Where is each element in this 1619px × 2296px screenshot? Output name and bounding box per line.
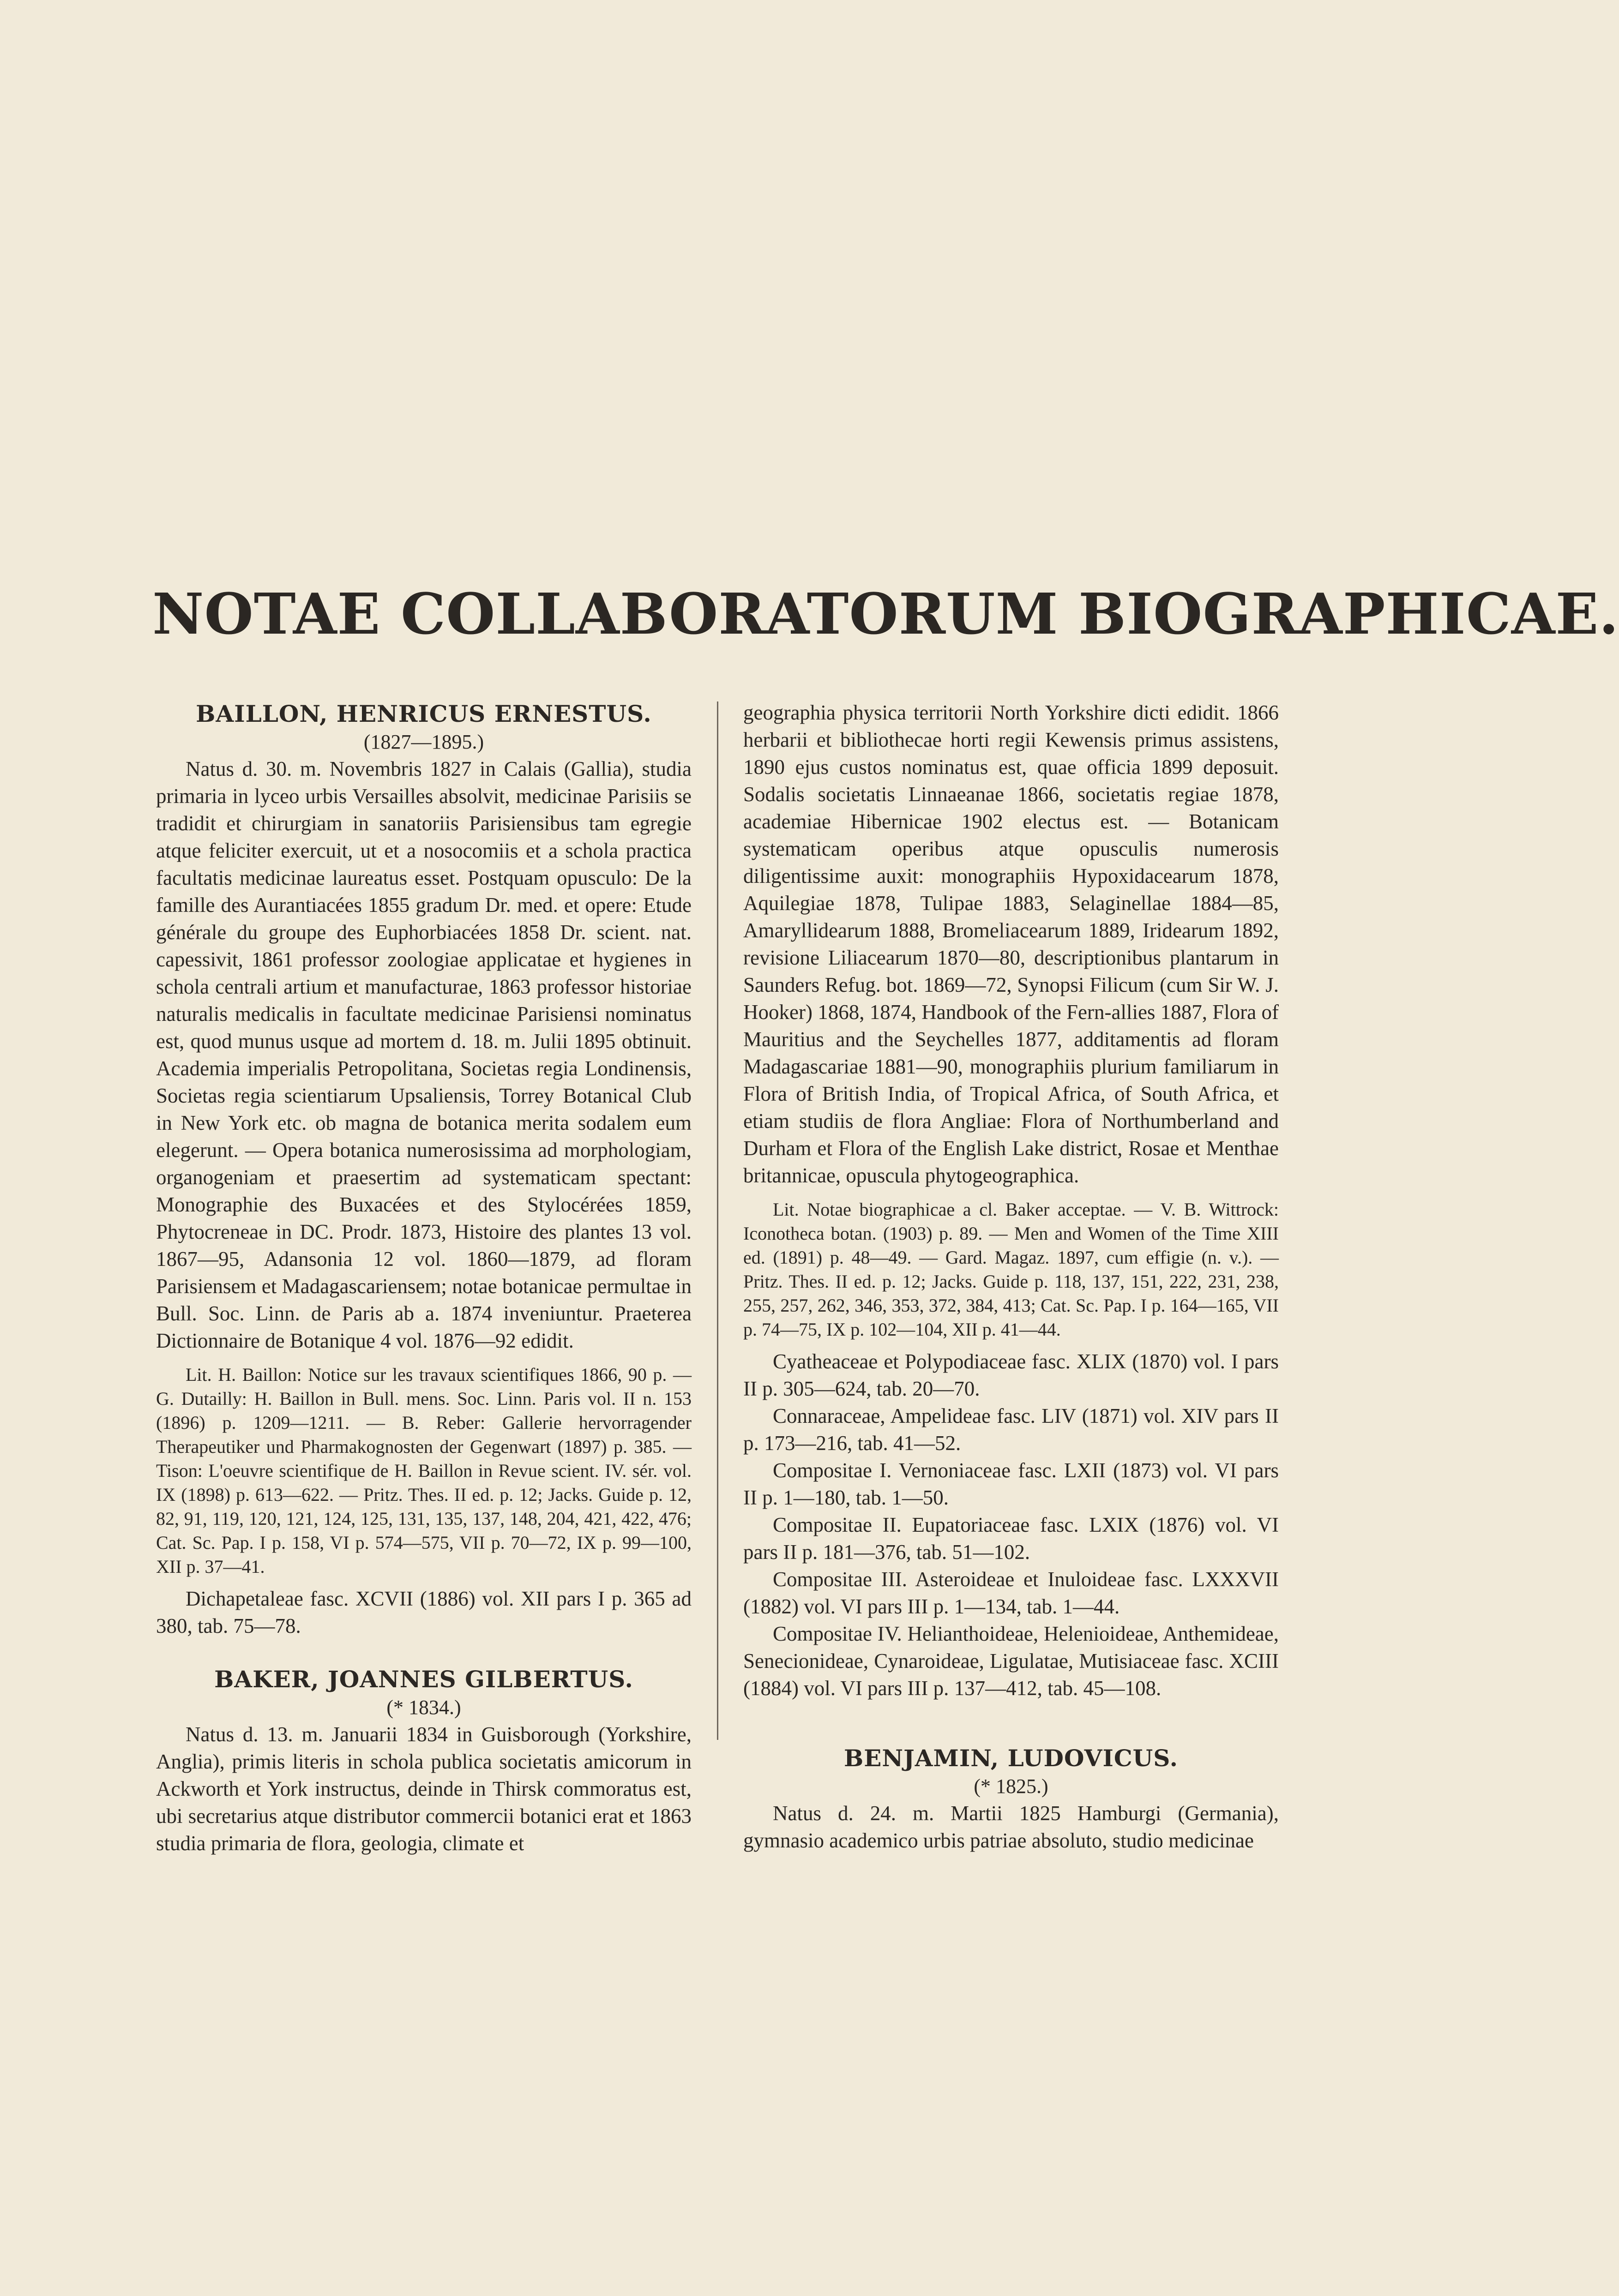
biography-benjamin xyxy=(743,1744,1279,1854)
literature-references: Lit. H. Baillon: Notice sur les travaux scientifiques 1866, 90 p. — G. Dutailly: H. Baillon in Bull. mens. Soc. Linn. Paris vol. II n. 153 (1896) p. 1209—1211. — B. Reber: Gallerie hervorragender Therapeutiker und Pharmakognosten der Gegenwart (1897) p. 385. — Tison: L'oeuvre scientifique de H. Baillon in Revue scient. IV. sér. vol. IX (1898) p. 613—622. — Pritz. Thes. II ed. p. 12; Jacks. Guide p. 12, 82, 91, 119, 120, 121, 124, 125, 131, 135, 137, 148, 204, 421, 422, 476; Cat. Sc. Pap. I p. 158, VI p. 574—575, VII p. 70—72, IX p. 99—100, XII p. 37—41. xyxy=(156,1364,692,1577)
contributions-list xyxy=(156,1585,692,1640)
literature-references: Lit. Notae biographicae a cl. Baker acceptae. — V. B. Wittrock: Iconotheca botan. (1903) p. 89. — Men and Women of the Time XIII ed. (1891) p. 48—49. — Gard. Magaz. 1897, cum effigie (n. v.). — Pritz. Thes. II ed. p. 12; Jacks. Guide p. 118, 137, 151, 222, 231, 238, 255, 257, 262, 346, 353, 372, 384, 413; Cat. Sc. Pap. I p. 164—165, VII p. 74—75, IX p. 102—104, XII p. 41—44. xyxy=(743,1199,1279,1340)
page-title: NOTAE COLLABORATORUM BIOGRAPHICAE. xyxy=(152,581,1619,647)
biography-years: (* 1825.) xyxy=(974,1775,1048,1798)
contribution-entry: Connaraceae, Ampelideae fasc. LIV (1871) vol. XIV pars II p. 173—216, tab. 41—52. xyxy=(743,1404,1279,1455)
biography-baker xyxy=(156,1665,692,1857)
biography-name: BENJAMIN, LUDOVICUS. xyxy=(844,1744,1178,1772)
contribution-entry: Dichapetaleae fasc. XCVII (1886) vol. XII pars I p. 365 ad 380, tab. 75—78. xyxy=(156,1587,692,1637)
biography-name: BAKER, JOANNES GILBERTUS. xyxy=(214,1666,633,1693)
right-column xyxy=(743,699,1279,1854)
biography-baillon xyxy=(156,699,692,1640)
biography-years: (1827—1895.) xyxy=(363,731,484,753)
biography-text: Natus d. 24. m. Martii 1825 Hamburgi (Germania), gymnasio academico urbis patriae absoluto, studio medicinae xyxy=(743,1802,1279,1852)
column-divider xyxy=(717,701,718,1740)
biography-baker-continued xyxy=(743,699,1279,1702)
biography-text: geographia physica territorii North Yorkshire dicti edidit. 1866 herbarii et bibliothecae horti regii Kewensis primus assistens, 1890 ejus custos nominatus est, quae officia 1899 deposuit. Sodalis societatis Linnaeanae 1866, societatis regiae 1878, academiae Hibernicae 1902 electus est. — Botanicam systematicam operibus atque opusculis numerosis diligentissime auxit: monographiis Hypoxidacearum 1878, Aquilegiae 1878, Tulipae 1883, Selaginellae 1884—85, Amaryllidearum 1888, Bromeliacearum 1889, Iridearum 1892, revisione Liliacearum 1870—80, descriptionibus plantarum in Saunders Refug. bot. 1869—72, Synopsi Filicum (cum Sir W. J. Hooker) 1868, 1874, Handbook of the Fern-allies 1887, Flora of Mauritius and the Seychelles 1877, additamentis ad floram Madagascariae 1881—90, monographiis plurium familiarum in Flora of British India, of Tropical Africa, of South Africa, et etiam studiis de flora Angliae: Flora of Northumberland and Durham et Flora of the English Lake district, Rosae et Menthae britannicae, opuscula phytogeographica. xyxy=(743,701,1279,1187)
contribution-entry: Compositae I. Vernoniaceae fasc. LXII (1873) vol. VI pars II p. 1—180, tab. 1—50. xyxy=(743,1459,1279,1509)
biography-name: BAILLON, HENRICUS ERNESTUS. xyxy=(196,700,652,727)
biography-text: Natus d. 13. m. Januarii 1834 in Guisborough (Yorkshire, Anglia), primis literis in schola publica societatis amicorum in Ackworth et York instructus, deinde in Thirsk commoratus est, ubi secretarius atque distributor commercii botanici erat et 1863 studia primaria de flora, geologia, climate et xyxy=(156,1723,692,1855)
contribution-entry: Cyatheaceae et Polypodiaceae fasc. XLIX (1870) vol. I pars II p. 305—624, tab. 20—70. xyxy=(743,1350,1279,1400)
biography-text: Natus d. 30. m. Novembris 1827 in Calais (Gallia), studia primaria in lyceo urbis Versailles absolvit, medicinae Parisiis se tradidit et chirurgiam in sanatoriis Parisiensibus tam egregie atque feliciter exercuit, ut et a nosocomiis et a schola practica facultatis medicinae laureatus esset. Postquam opusculo: De la famille des Aurantiacées 1855 gradum Dr. med. et opere: Etude générale du groupe des Euphorbiacées 1858 Dr. scient. nat. capessivit, 1861 professor zoologiae applicatae et hygienes in schola centrali artium et manufacturae, 1863 professor historiae naturalis medicalis in facultate medicinae Parisiensi nominatus est, quod munus usque ad mortem d. 18. m. Julii 1895 obtinuit. Academia imperialis Petropolitana, Societas regia Londinensis, Societas regia scientiarum Upsaliensis, Torrey Botanical Club in New York etc. ob magna de botanica merita sodalem eum elegerunt. — Opera botanica numerosissima ad morphologiam, organogeniam et praesertim ad systematicam spectant: Monographie des Buxacées et des Stylocérées 1859, Phytocreneae in DC. Prodr. 1873, Histoire des plantes 13 vol. 1867—95, Adansonia 12 vol. 1860—1879, ad floram Parisiensem et Madagascariensem; notae botanicae permultae in Bull. Soc. Linn. de Paris ab a. 1874 inveniuntur. Praeterea Dictionnaire de Botanique 4 vol. 1876—92 edidit. xyxy=(156,757,692,1352)
left-column xyxy=(156,699,692,1857)
contribution-entry: Compositae III. Asteroideae et Inuloideae fasc. LXXXVII (1882) vol. VI pars III p. 1—134, tab. 1—44. xyxy=(743,1568,1279,1618)
biography-years: (* 1834.) xyxy=(386,1696,461,1719)
contribution-entry: Compositae IV. Helianthoideae, Helenioideae, Anthemideae, Senecionideae, Cynaroideae, Ligulatae, Mutisiaceae fasc. XCIII (1884) vol. VI pars III p. 137—412, tab. 45—108. xyxy=(743,1622,1279,1700)
contributions-list xyxy=(743,1348,1279,1702)
contribution-entry: Compositae II. Eupatoriaceae fasc. LXIX (1876) vol. VI pars II p. 181—376, tab. 51—102. xyxy=(743,1513,1279,1564)
